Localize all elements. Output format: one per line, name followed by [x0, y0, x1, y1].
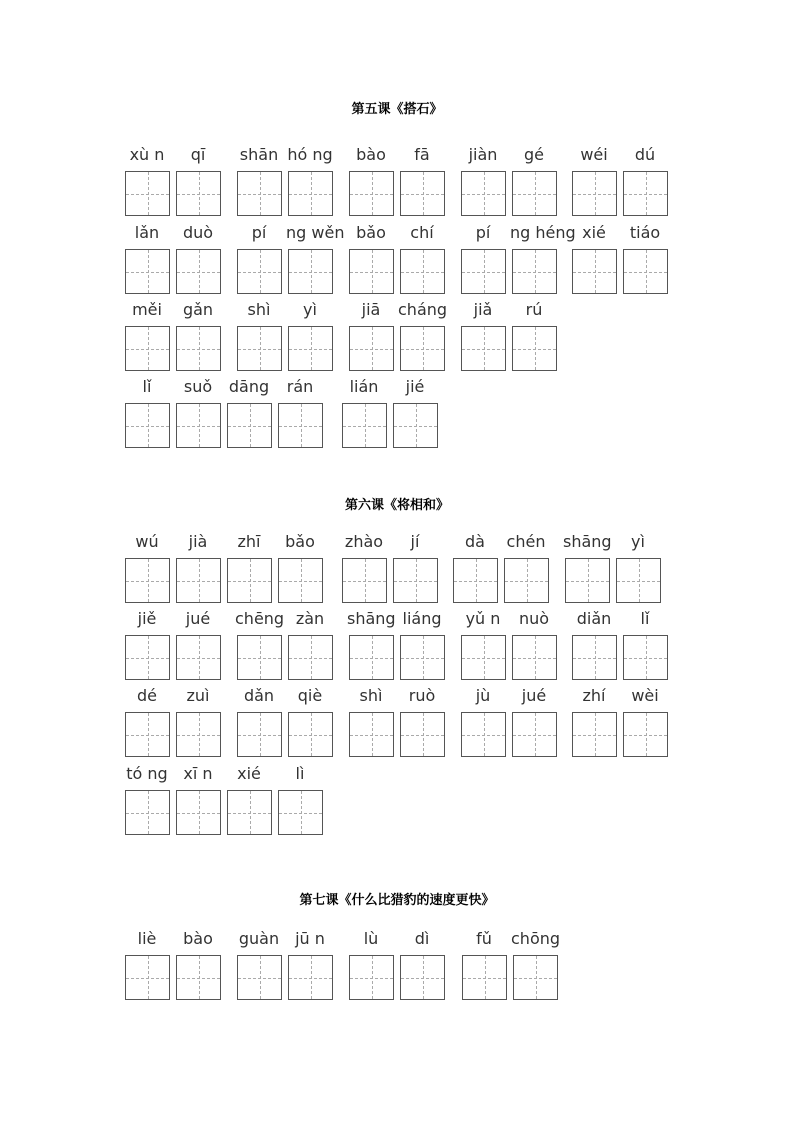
writing-grid-cell[interactable] — [512, 249, 557, 294]
writing-grid-cell[interactable] — [125, 171, 170, 216]
pinyin-label: jiě — [137, 609, 157, 628]
pinyin-label: zhào — [344, 532, 384, 551]
pinyin-label: xī n — [183, 764, 213, 783]
writing-grid-cell[interactable] — [393, 558, 438, 603]
writing-grid-cell[interactable] — [623, 171, 668, 216]
pinyin-label: jué — [521, 686, 547, 705]
writing-grid-cell[interactable] — [237, 326, 282, 371]
writing-grid-cell[interactable] — [349, 955, 394, 1000]
pinyin-label: ng héng — [510, 223, 576, 242]
pinyin-label: hó ng — [287, 145, 333, 164]
pinyin-label: xié — [582, 223, 606, 242]
pinyin-label: suǒ — [183, 377, 213, 396]
pinyin-label: wéi — [580, 145, 608, 164]
pinyin-label: dì — [414, 929, 430, 948]
writing-grid-cell[interactable] — [504, 558, 549, 603]
pinyin-label: jià — [188, 532, 208, 551]
writing-grid-cell[interactable] — [288, 635, 333, 680]
writing-grid-cell[interactable] — [227, 403, 272, 448]
pinyin-label: lù — [363, 929, 379, 948]
writing-grid-cell[interactable] — [288, 171, 333, 216]
pinyin-label: gǎn — [182, 300, 214, 319]
writing-grid-cell[interactable] — [237, 712, 282, 757]
writing-grid-cell[interactable] — [572, 712, 617, 757]
writing-grid-cell[interactable] — [616, 558, 661, 603]
pinyin-label: wú — [135, 532, 159, 551]
pinyin-label: rú — [525, 300, 543, 319]
pinyin-label: bǎo — [285, 532, 315, 551]
writing-grid-cell[interactable] — [400, 326, 445, 371]
pinyin-label: shì — [359, 686, 383, 705]
writing-grid-cell[interactable] — [623, 635, 668, 680]
writing-grid-cell[interactable] — [125, 403, 170, 448]
writing-grid-cell[interactable] — [278, 558, 323, 603]
pinyin-label: jū n — [295, 929, 325, 948]
writing-grid-cell[interactable] — [288, 249, 333, 294]
pinyin-label: yì — [303, 300, 317, 319]
pinyin-label: shāng — [347, 609, 396, 628]
writing-grid-cell[interactable] — [125, 249, 170, 294]
pinyin-label: tó ng — [126, 764, 168, 783]
writing-grid-cell[interactable] — [176, 790, 221, 835]
writing-grid-cell[interactable] — [176, 326, 221, 371]
writing-grid-cell[interactable] — [288, 712, 333, 757]
writing-grid-cell[interactable] — [349, 326, 394, 371]
pinyin-label: lǐ — [640, 609, 650, 628]
pinyin-label: fā — [414, 145, 430, 164]
writing-grid-cell[interactable] — [572, 171, 617, 216]
pinyin-label: pí — [475, 223, 491, 242]
writing-grid-cell[interactable] — [227, 790, 272, 835]
writing-grid-cell[interactable] — [393, 403, 438, 448]
pinyin-label: bǎo — [356, 223, 386, 242]
writing-grid-cell[interactable] — [461, 712, 506, 757]
writing-grid-cell[interactable] — [288, 326, 333, 371]
pinyin-label: qī — [190, 145, 206, 164]
writing-grid-cell[interactable] — [513, 955, 558, 1000]
pinyin-label: jiàn — [468, 145, 498, 164]
writing-grid-cell[interactable] — [125, 558, 170, 603]
writing-grid-cell[interactable] — [461, 249, 506, 294]
writing-grid-cell[interactable] — [227, 558, 272, 603]
pinyin-label: zhī — [237, 532, 261, 551]
writing-grid-cell[interactable] — [125, 712, 170, 757]
writing-grid-cell[interactable] — [278, 790, 323, 835]
pinyin-label: yǔ n — [465, 609, 501, 628]
pinyin-label: wèi — [631, 686, 659, 705]
pinyin-label: guàn — [238, 929, 280, 948]
pinyin-label: shāng — [563, 532, 612, 551]
writing-grid-cell[interactable] — [237, 249, 282, 294]
pinyin-label: jiā — [361, 300, 381, 319]
pinyin-label: dāng — [228, 377, 270, 396]
pinyin-label: fǔ — [476, 929, 492, 948]
writing-grid-cell[interactable] — [453, 558, 498, 603]
writing-grid-cell[interactable] — [572, 249, 617, 294]
pinyin-label: lián — [349, 377, 379, 396]
pinyin-label: jiǎ — [473, 300, 493, 319]
writing-grid-cell[interactable] — [278, 403, 323, 448]
writing-grid-cell[interactable] — [176, 558, 221, 603]
writing-grid-cell[interactable] — [237, 955, 282, 1000]
pinyin-label: jué — [185, 609, 211, 628]
pinyin-label: dǎn — [243, 686, 275, 705]
lesson-title: 第六课《将相和》 — [344, 498, 449, 513]
writing-grid-cell[interactable] — [512, 712, 557, 757]
pinyin-label: lǎn — [134, 223, 160, 242]
writing-grid-cell[interactable] — [512, 326, 557, 371]
pinyin-label: dé — [137, 686, 157, 705]
writing-grid-cell[interactable] — [349, 712, 394, 757]
writing-grid-cell[interactable] — [237, 635, 282, 680]
writing-grid-cell[interactable] — [512, 171, 557, 216]
writing-grid-cell[interactable] — [125, 790, 170, 835]
writing-grid-cell[interactable] — [125, 326, 170, 371]
writing-grid-cell[interactable] — [288, 955, 333, 1000]
writing-grid-cell[interactable] — [125, 955, 170, 1000]
pinyin-label: chí — [410, 223, 434, 242]
pinyin-label: jù — [475, 686, 491, 705]
writing-grid-cell[interactable] — [342, 558, 387, 603]
pinyin-label: diǎn — [576, 609, 612, 628]
pinyin-label: dú — [634, 145, 656, 164]
writing-grid-cell[interactable] — [125, 635, 170, 680]
writing-grid-cell[interactable] — [400, 249, 445, 294]
writing-grid-cell[interactable] — [400, 635, 445, 680]
pinyin-label: liáng — [402, 609, 442, 628]
writing-grid-cell[interactable] — [461, 326, 506, 371]
writing-grid-cell[interactable] — [176, 712, 221, 757]
pinyin-label: tiáo — [629, 223, 661, 242]
pinyin-label: cháng — [398, 300, 448, 319]
writing-grid-cell[interactable] — [623, 249, 668, 294]
pinyin-label: měi — [132, 300, 162, 319]
pinyin-label: bào — [356, 145, 386, 164]
pinyin-label: xù n — [129, 145, 165, 164]
pinyin-label: gé — [524, 145, 544, 164]
writing-grid-cell[interactable] — [176, 403, 221, 448]
writing-grid-cell[interactable] — [342, 403, 387, 448]
writing-grid-cell[interactable] — [176, 955, 221, 1000]
pinyin-label: xié — [237, 764, 261, 783]
pinyin-label: lǐ — [142, 377, 152, 396]
pinyin-label: nuò — [518, 609, 550, 628]
writing-grid-cell[interactable] — [461, 171, 506, 216]
writing-grid-cell[interactable] — [349, 171, 394, 216]
pinyin-label: zhí — [582, 686, 606, 705]
pinyin-label: shì — [247, 300, 271, 319]
pinyin-label: pí — [251, 223, 267, 242]
pinyin-label: ng wěn — [286, 223, 345, 242]
pinyin-label: lì — [295, 764, 305, 783]
writing-grid-cell[interactable] — [461, 635, 506, 680]
writing-grid-cell[interactable] — [176, 249, 221, 294]
writing-grid-cell[interactable] — [176, 171, 221, 216]
pinyin-label: qiè — [297, 686, 323, 705]
writing-grid-cell[interactable] — [572, 635, 617, 680]
writing-grid-cell[interactable] — [512, 635, 557, 680]
writing-grid-cell[interactable] — [400, 712, 445, 757]
pinyin-label: chōng — [511, 929, 561, 948]
pinyin-label: shān — [239, 145, 279, 164]
writing-grid-cell[interactable] — [623, 712, 668, 757]
pinyin-label: jié — [405, 377, 425, 396]
writing-grid-cell[interactable] — [400, 171, 445, 216]
writing-grid-cell[interactable] — [400, 955, 445, 1000]
pinyin-label: yì — [631, 532, 645, 551]
pinyin-label: ruò — [408, 686, 436, 705]
pinyin-label: chén — [506, 532, 546, 551]
pinyin-label: liè — [137, 929, 157, 948]
writing-grid-cell[interactable] — [565, 558, 610, 603]
pinyin-label: jí — [410, 532, 420, 551]
writing-grid-cell[interactable] — [349, 249, 394, 294]
pinyin-label: duò — [182, 223, 214, 242]
writing-grid-cell[interactable] — [176, 635, 221, 680]
pinyin-label: chēng — [235, 609, 285, 628]
pinyin-label: bào — [183, 929, 213, 948]
pinyin-label: zàn — [295, 609, 325, 628]
writing-grid-cell[interactable] — [349, 635, 394, 680]
writing-grid-cell[interactable] — [462, 955, 507, 1000]
writing-grid-cell[interactable] — [237, 171, 282, 216]
pinyin-label: zuì — [186, 686, 210, 705]
pinyin-label: rán — [286, 377, 314, 396]
pinyin-label: dà — [465, 532, 485, 551]
lesson-title: 第五课《搭石》 — [351, 102, 443, 117]
lesson-title: 第七课《什么比猎豹的速度更快》 — [299, 893, 495, 908]
